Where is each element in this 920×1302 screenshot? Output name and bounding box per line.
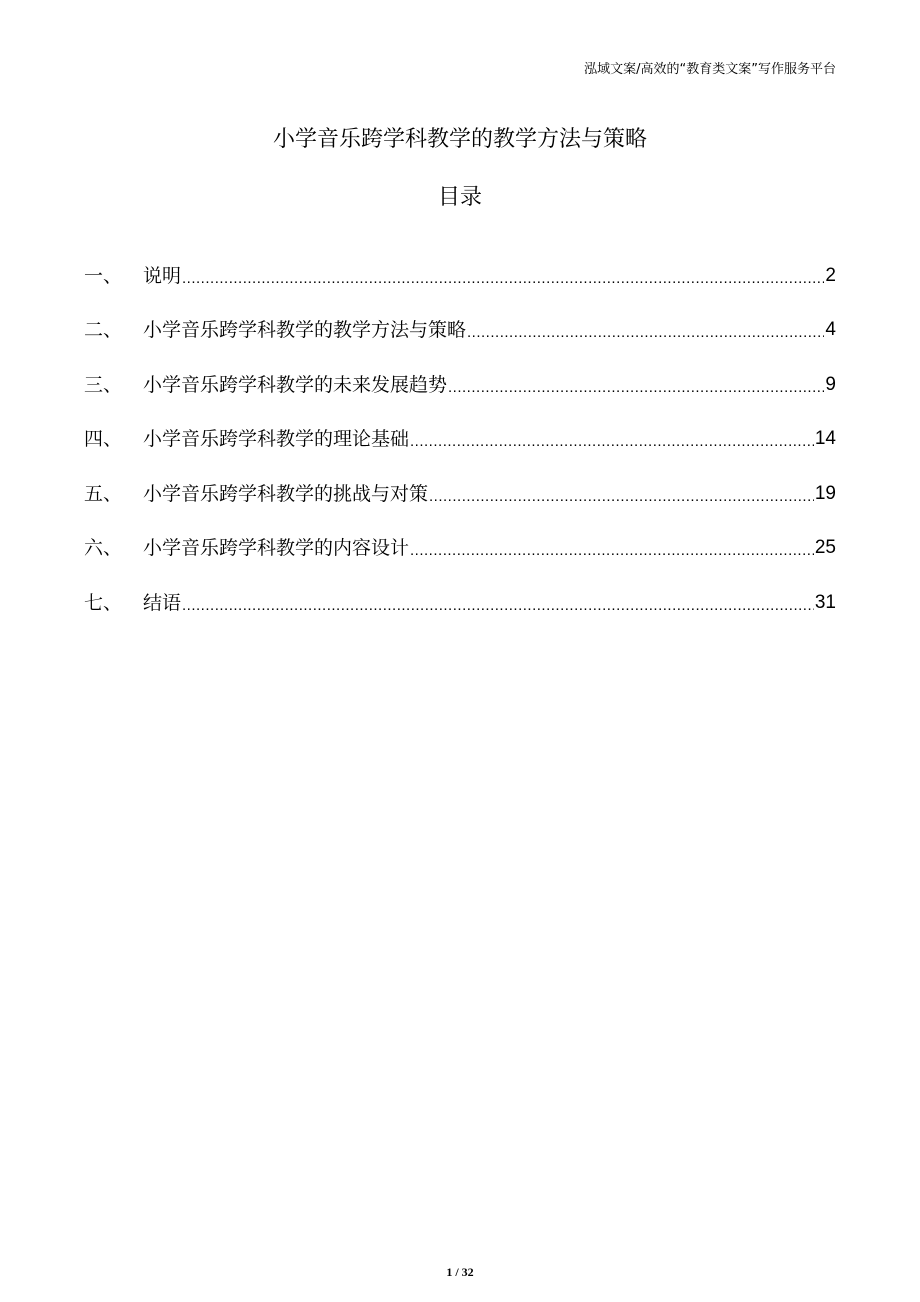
toc-entry[interactable] [84,291,836,346]
toc-number: 五、 [84,482,123,505]
toc-number: 七、 [84,591,123,614]
toc-page: 31 [814,591,836,613]
toc-number: 四、 [84,428,123,450]
toc-number: 一、 [84,264,123,287]
toc-text: 说明 [143,264,182,287]
toc-page: 14 [814,428,836,449]
toc-leader-dots [182,267,824,291]
page-indicator: 1 / 32 [446,1265,474,1279]
toc-page: 9 [825,373,836,395]
page-header: 泓域文案/高效的“教育类文案”写作服务平台 [584,62,836,77]
toc-text: 小学音乐跨学科教学的内容设计 [143,537,410,559]
toc-text: 小学音乐跨学科教学的未来发展趋势 [143,373,448,396]
toc-leader-dots [448,376,824,400]
toc-entry[interactable] [84,563,836,618]
toc-page: 2 [825,264,836,286]
toc-entry[interactable] [84,236,836,291]
table-of-contents [84,236,836,618]
toc-number: 六、 [84,537,123,559]
toc-text: 小学音乐跨学科教学的教学方法与策略 [143,319,467,341]
toc-text: 小学音乐跨学科教学的理论基础 [143,428,410,450]
document-title: 小学音乐跨学科教学的教学方法与策略 [272,127,647,152]
toc-entry[interactable] [84,345,836,400]
toc-page: 19 [814,482,836,504]
toc-text: 小学音乐跨学科教学的挑战与对策 [143,482,429,505]
toc-leader-dots [429,485,814,509]
toc-entry[interactable] [84,454,836,509]
toc-entry[interactable] [84,509,836,564]
toc-number: 二、 [84,319,123,341]
toc-page: 4 [825,319,836,340]
toc-heading: 目录 [437,185,482,210]
toc-leader-dots [182,594,814,618]
toc-number: 三、 [84,373,123,396]
toc-entry[interactable] [84,400,836,455]
toc-leader-dots [410,430,814,454]
toc-leader-dots [410,539,814,563]
toc-page: 25 [814,537,836,558]
toc-leader-dots [467,321,824,345]
toc-text: 结语 [143,591,182,614]
